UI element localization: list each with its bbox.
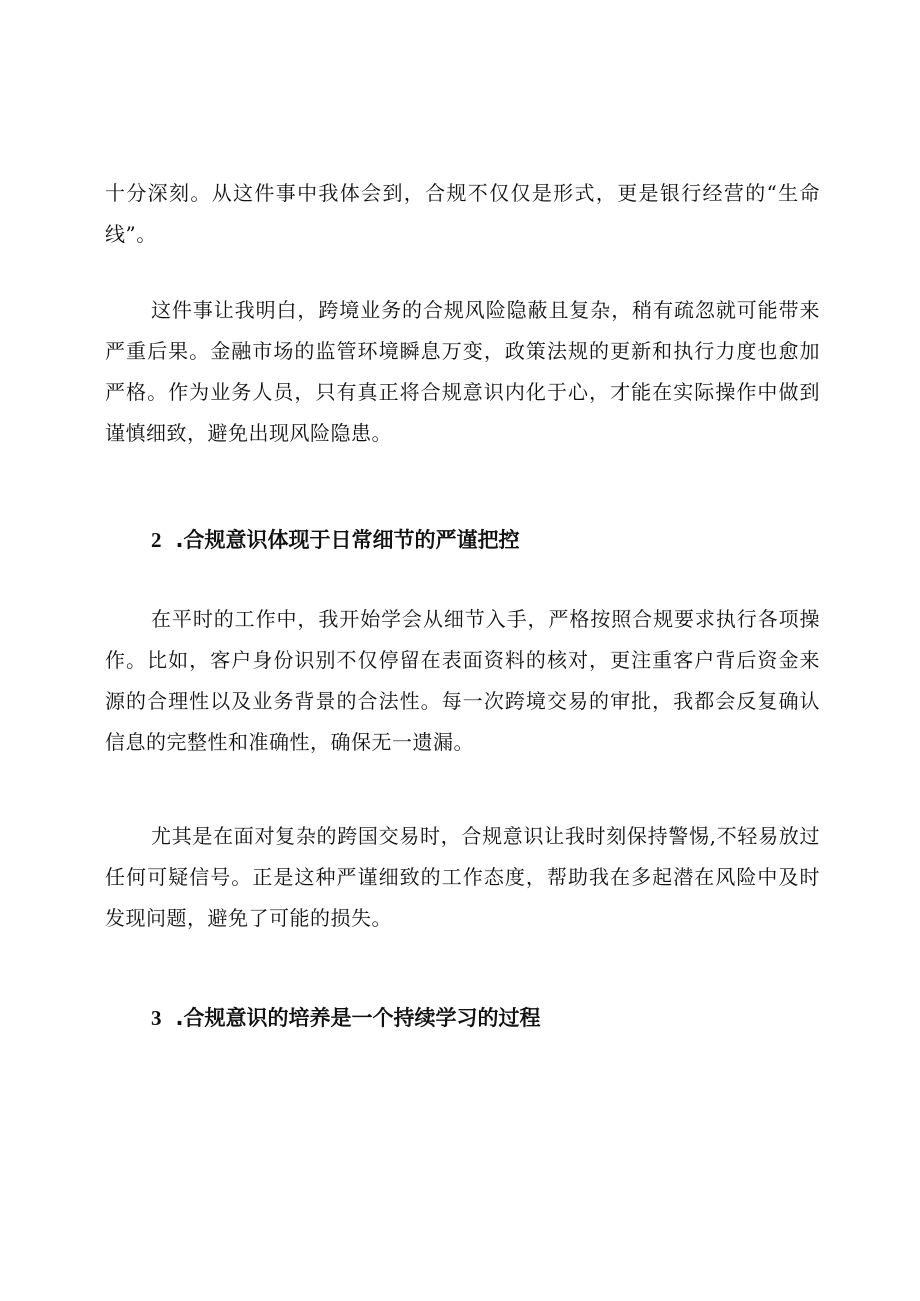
paragraph-cross-border-vigilance: 尤其是在面对复杂的跨国交易时，合规意识让我时刻保持警惕,不轻易放过任何可疑信号。正是这种严谨细致的工作态度，帮助我在多起潜在风险中及时发现问题，避免了可能的损失。	[105, 824, 820, 930]
paragraph-compliance-risk: 这件事让我明白，跨境业务的合规风险隐蔽且复杂，稍有疏忽就可能带来严重后果。金融市场的监管环境瞬息万变，政策法规的更新和执行力度也愈加严格。作为业务人员，只有真正将合规意识内化于心，才能在实际操作中做到谨慎细致，避免出现风险隐患。	[105, 298, 820, 445]
section-number: 3	[151, 1006, 162, 1030]
paragraph-continuation: 十分深刻。从这件事中我体会到，合规不仅仅是形式，更是银行经营的“生命线”。	[105, 181, 820, 246]
section-title: .合规意识体现于日常细节的严谨把控	[175, 528, 520, 552]
paragraph-daily-details: 在平时的工作中，我开始学会从细节入手，严格按照合规要求执行各项操作。比如，客户身份识别不仅停留在表面资料的核对，更注重客户背后资金来源的合理性以及业务背景的合法性。每一次跨境交易的审批，我都会反复确认信息的完整性和准确性，确保无一遗漏。	[105, 607, 820, 754]
section-number: 2	[151, 528, 162, 552]
section-heading-2	[151, 525, 519, 555]
section-heading-3	[151, 1003, 540, 1033]
section-title: .合规意识的培养是一个持续学习的过程	[175, 1006, 541, 1030]
